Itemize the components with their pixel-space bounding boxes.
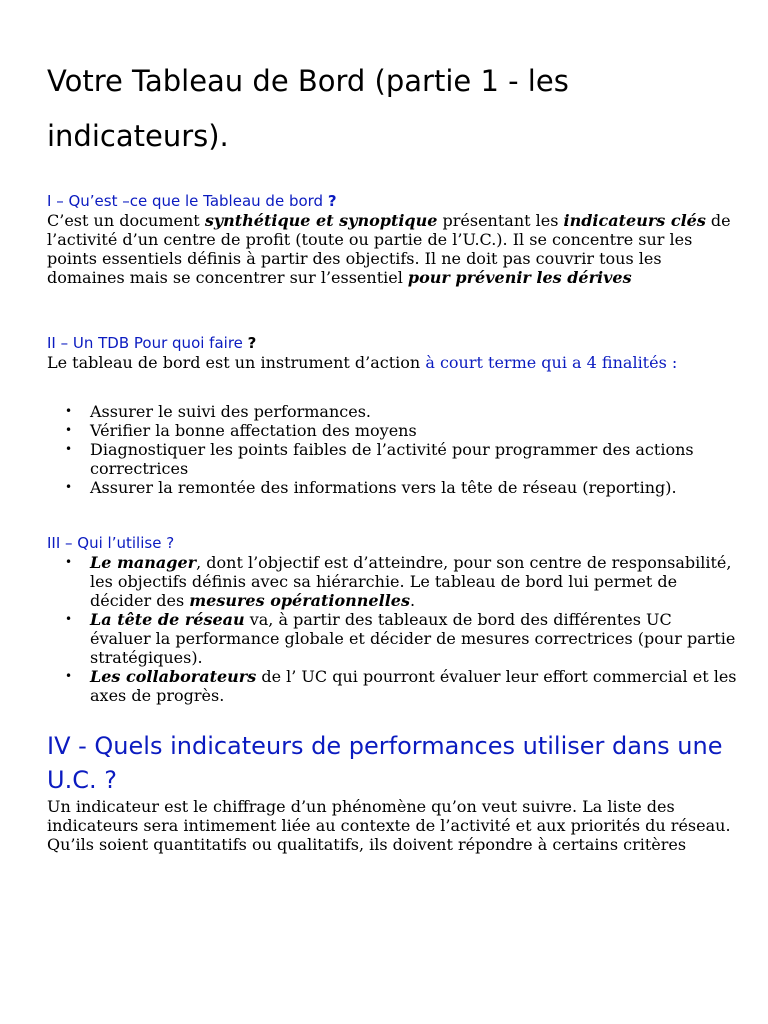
bullet-icon: • bbox=[65, 669, 73, 683]
list-item bbox=[47, 440, 737, 478]
section-1-paragraph bbox=[47, 211, 737, 287]
bullet-icon: • bbox=[65, 404, 73, 418]
section-2-heading bbox=[47, 334, 737, 353]
text-run: va, à partir des tableaux de bord des différentes UC évaluer la performance globale et décider de mesures correctrices (pour partie stratégiques). bbox=[90, 610, 736, 667]
document-title: Votre Tableau de Bord (partie 1 - les indicateurs). bbox=[47, 64, 569, 153]
emphasis-manager: Le manager bbox=[90, 553, 197, 572]
list-item bbox=[47, 402, 737, 421]
section-4-heading: IV - Quels indicateurs de performances utiliser dans une U.C. ? bbox=[47, 732, 723, 794]
emphasis-tete-reseau: La tête de réseau bbox=[90, 610, 245, 629]
list-item bbox=[47, 478, 737, 497]
section-2-paragraph bbox=[47, 353, 737, 372]
section-1-heading bbox=[47, 192, 737, 211]
emphasis-synthetique: synthétique et synoptique bbox=[204, 211, 438, 230]
section-4-paragraph: Un indicateur est le chiffrage d’un phénomène qu’on veut suivre. La liste des indicateurs sera intimement liée au contexte de l’activité et aux priorités du réseau. Qu’ils soient quantitatifs ou qualitatifs, ils doivent répondre à certains critères bbox=[47, 797, 731, 854]
text-run: . bbox=[409, 591, 416, 610]
emphasis-prevenir: pour prévenir les dérives bbox=[407, 268, 632, 287]
text-run: Le tableau de bord est un instrument d’action bbox=[47, 353, 426, 372]
text-run: , dont l’objectif est d’atteindre, pour son centre de responsabilité, les objectifs définis avec sa hiérarchie. Le tableau de bord lui permet de décider des bbox=[90, 553, 732, 610]
bullet-icon: • bbox=[65, 423, 73, 437]
emphasis-indicateurs-cles: indicateurs clés bbox=[563, 211, 706, 230]
section-2 bbox=[47, 334, 737, 497]
section-3 bbox=[47, 534, 737, 705]
section-3-heading: III – Qui l’utilise ? bbox=[47, 534, 175, 552]
list-item-text: Vérifier la bonne affectation des moyens bbox=[90, 421, 417, 440]
section-1-heading-text: I – Qu’est –ce que le Tableau de bord bbox=[47, 192, 328, 210]
bullet-icon: • bbox=[65, 480, 73, 494]
section-2-heading-question-mark: ? bbox=[247, 334, 257, 352]
text-run: de l’activité d’un centre de profit (toute ou partie de l’U.C.). Il se concentre sur les points essentiels définis à partir des objectifs. Il ne doit pas couvrir tous les domaines mais se concentrer sur l’essentiel bbox=[47, 211, 731, 287]
list-item-text: Assurer la remontée des informations vers la tête de réseau (reporting). bbox=[90, 478, 677, 497]
finalites-list bbox=[47, 402, 737, 497]
bullet-icon: • bbox=[65, 442, 73, 456]
blue-text-run: à court terme qui a 4 finalités : bbox=[425, 353, 678, 372]
document-page bbox=[47, 0, 737, 854]
section-1-heading-question-mark: ? bbox=[327, 192, 337, 210]
text-run: C’est un document bbox=[47, 211, 205, 230]
list-item bbox=[47, 667, 737, 705]
text-run: présentant les bbox=[437, 211, 564, 230]
text-run: de l’ UC qui pourront évaluer leur effort commercial et les axes de progrès. bbox=[90, 667, 737, 705]
section-4 bbox=[47, 729, 737, 854]
list-item-text: Assurer le suivi des performances. bbox=[90, 402, 371, 421]
list-item bbox=[47, 610, 737, 667]
section-2-heading-text: II – Un TDB Pour quoi faire bbox=[47, 334, 248, 352]
list-item-text: Diagnostiquer les points faibles de l’activité pour programmer des actions correctrices bbox=[90, 440, 694, 478]
bullet-icon: • bbox=[65, 555, 73, 569]
emphasis-mesures: mesures opérationnelles bbox=[189, 591, 410, 610]
list-item bbox=[47, 421, 737, 440]
bullet-icon: • bbox=[65, 612, 73, 626]
section-1 bbox=[47, 192, 737, 287]
list-item bbox=[47, 553, 737, 610]
users-list bbox=[47, 553, 737, 705]
emphasis-collaborateurs: Les collaborateurs bbox=[90, 667, 257, 686]
